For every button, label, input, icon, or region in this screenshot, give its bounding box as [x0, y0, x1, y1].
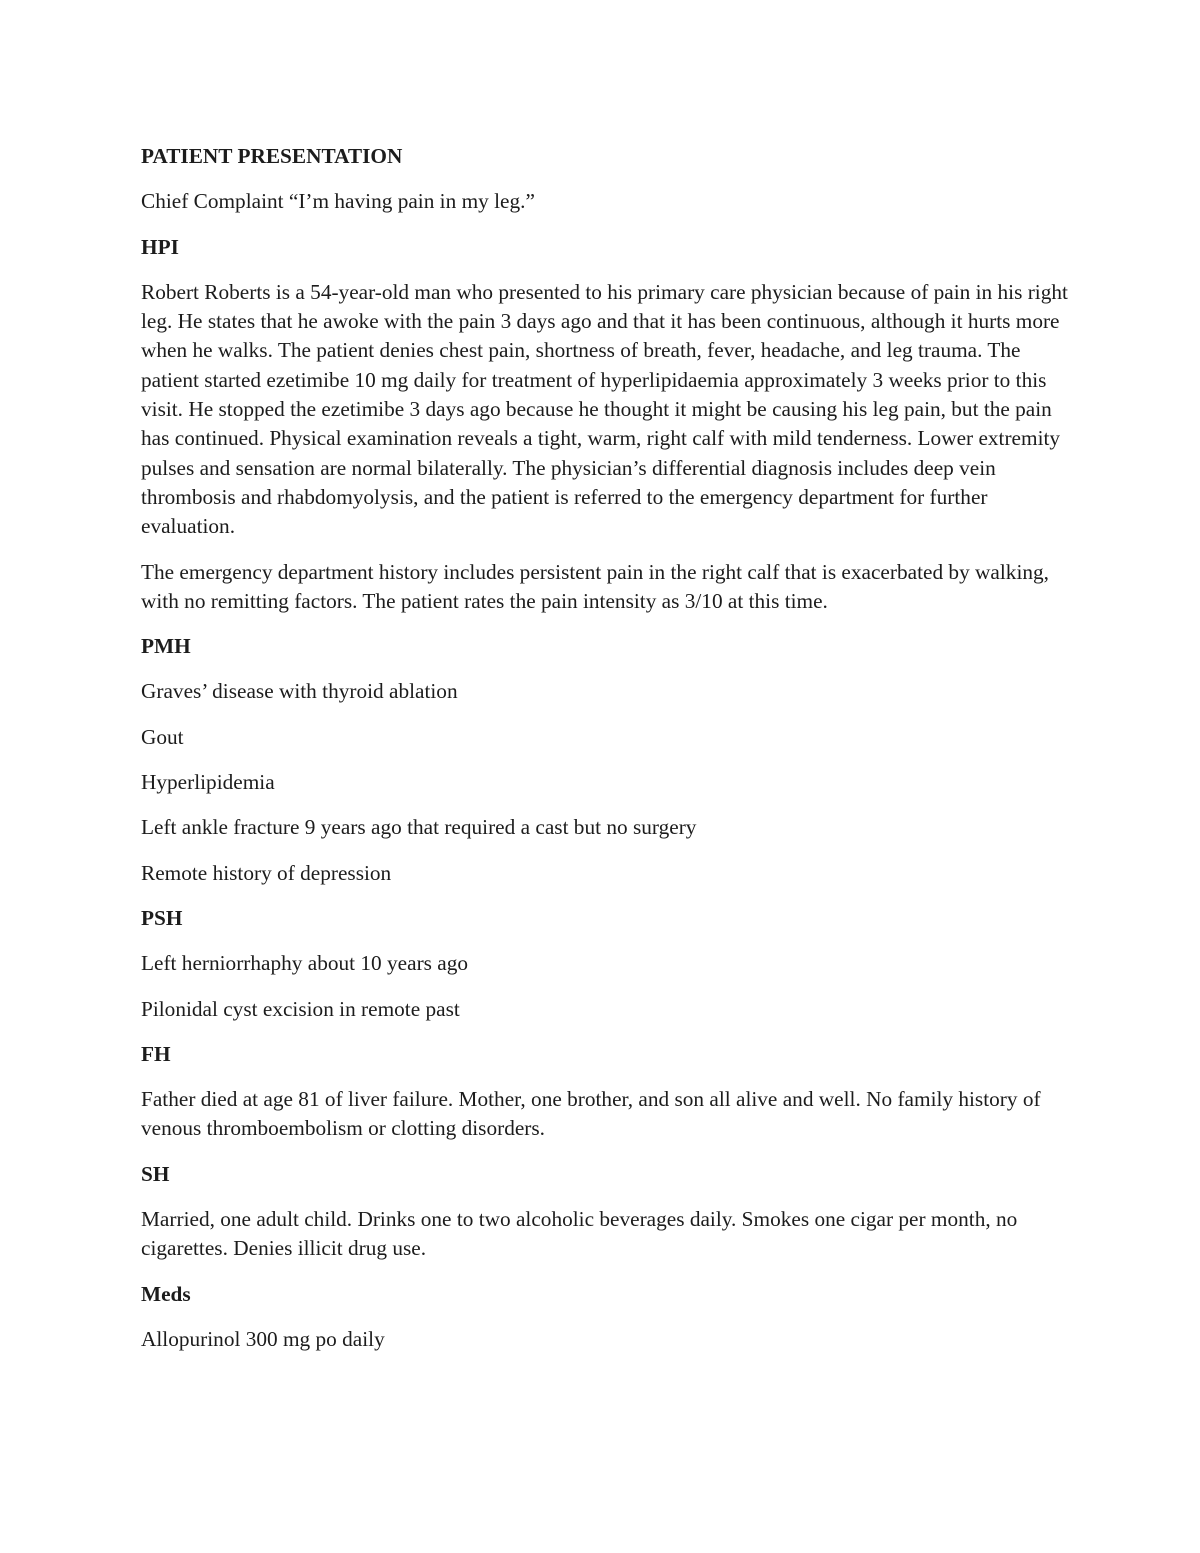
document-title: PATIENT PRESENTATION	[141, 144, 403, 168]
fh-text: Father died at age 81 of liver failure. Mother, one brother, and son all alive and well. No family history of venous thromboembolism or clotting disorders.	[141, 1087, 1041, 1141]
psh-item: Left herniorrhaphy about 10 years ago	[141, 951, 469, 976]
psh-item: Pilonidal cyst excision in remote past	[141, 996, 460, 1021]
document-page	[141, 142, 1071, 1370]
sh-text: Married, one adult child. Drinks one to two alcoholic beverages daily. Smokes one cigar per month, no cigarettes. Denies illicit drug use.	[141, 1207, 1018, 1261]
meds-item: Allopurinol 300 mg po daily	[141, 1326, 385, 1351]
chief-complaint: Chief Complaint “I’m having pain in my leg.”	[141, 189, 535, 214]
pmh-item: Hyperlipidemia	[141, 770, 275, 795]
pmh-item: Gout	[141, 724, 184, 749]
pmh-item: Left ankle fracture 9 years ago that required a cast but no surgery	[141, 815, 697, 840]
pmh-item: Graves’ disease with thyroid ablation	[141, 679, 458, 704]
pmh-item: Remote history of depression	[141, 860, 392, 885]
sh-heading: SH	[141, 1161, 170, 1186]
meds-heading: Meds	[141, 1281, 191, 1306]
pmh-heading: PMH	[141, 634, 191, 659]
psh-heading: PSH	[141, 905, 183, 930]
fh-heading: FH	[141, 1041, 171, 1066]
hpi-paragraph-2: The emergency department history includes persistent pain in the right calf that is exacerbated by walking, with no remitting factors. The patient rates the pain intensity as 3/10 at this time.	[141, 559, 1049, 613]
hpi-heading: HPI	[141, 234, 179, 259]
hpi-paragraph-1: Robert Roberts is a 54-year-old man who presented to his primary care physician because of pain in his right leg. He states that he awoke with the pain 3 days ago and that it has been continuous, although it hurts more when he walks. The patient denies chest pain, shortness of breath, fever, headache, and leg trauma. The patient started ezetimibe 10 mg daily for treatment of hyperlipidaemia approximately 3 weeks prior to this visit. He stopped the ezetimibe 3 days ago because he thought it might be causing his leg pain, but the pain has continued. Physical examination reveals a tight, warm, right calf with mild tenderness. Lower extremity pulses and sensation are normal bilaterally. The physician’s differential diagnosis includes deep vein thrombosis and rhabdomyolysis, and the patient is referred to the emergency department for further evaluation.	[141, 279, 1068, 539]
